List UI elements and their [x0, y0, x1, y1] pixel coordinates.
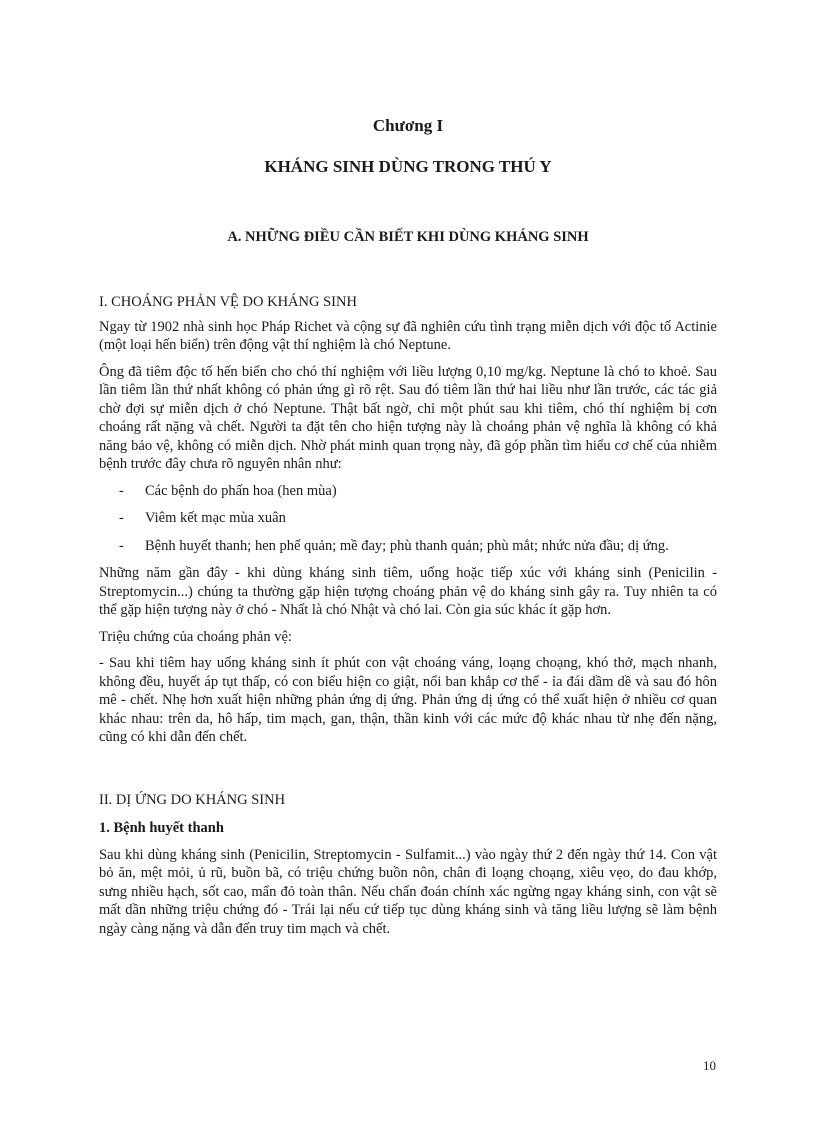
subsection-heading: 1. Bệnh huyết thanh	[99, 820, 224, 836]
chapter-title: KHÁNG SINH DÙNG TRONG THÚ Y	[264, 157, 552, 176]
paragraph: Ngay từ 1902 nhà sinh học Pháp Richet và cộng sự đã nghiên cứu tình trạng miễn dịch với độc tố Actinie (một loại hến biển) trên động vật thí nghiệm là chó Neptune.	[99, 318, 717, 353]
list-item: - Các bệnh do phấn hoa (hen mùa)	[119, 482, 337, 499]
paragraph: Sau khi dùng kháng sinh (Penicilin, Streptomycin - Sulfamit...) vào ngày thứ 2 đến ngày thứ 14. Con vật bỏ ăn, mệt mỏi, ủ rũ, buồn bã, có triệu chứng buồn nôn, chân đi loạng choạng, xiêu vẹo, do đau khớp, sưng nhiều hạch, sốt cao, mẩn đỏ toàn thân. Nếu chẩn đoán chính xác ngừng ngay kháng sinh, con vật sẽ mất dần những triệu chứng đó - Trái lại nếu cứ tiếp tục dùng kháng sinh và tăng liều lượng sẽ làm bệnh ngày càng nặng và dẫn đến truy tim mạch và chết.	[99, 846, 717, 937]
chapter-heading: Chương I	[372, 116, 444, 135]
page-number: 10	[703, 1058, 716, 1073]
section-heading-2: II. DỊ ỨNG DO KHÁNG SINH	[99, 791, 286, 808]
paragraph: Triệu chứng của choáng phản vệ:	[99, 628, 292, 645]
paragraph: Những năm gần đây - khi dùng kháng sinh tiêm, uống hoặc tiếp xúc với kháng sinh (Penicilin - Streptomycin...) chúng ta thường gặp hiện tượng choáng phản vệ do kháng sinh gây ra. Tuy nhiên ta có thể gặp hiện tượng này ở chó - Nhất là chó Nhật và chó lai. Còn gia súc khác ít gặp hơn.	[99, 565, 717, 618]
paragraph: - Sau khi tiêm hay uống kháng sinh ít phút con vật choáng váng, loạng choạng, khó thở, mạch nhanh, không đều, huyết áp tụt thấp, có con biểu hiện co giật, nổi ban khắp cơ thể - ỉa đái dầm dề và sau đó hôn mê - chết. Nhẹ hơn xuất hiện những phản ứng dị ứng. Phản ứng dị ứng có thể xuất hiện ở nhiều cơ quan khác nhau: trên da, hô hấp, tim mạch, gan, thận, thần kinh với các mức độ khác nhau từ nhẹ đến nặng, cũng có khi dẫn đến chết.	[99, 655, 717, 745]
part-subtitle: A. NHỮNG ĐIỀU CẦN BIẾT KHI DÙNG KHÁNG SINH	[227, 229, 589, 245]
bullet-list	[99, 482, 717, 556]
paragraph: Ông đã tiêm độc tố hến biển cho chó thí nghiệm với liều lượng 0,10 mg/kg. Neptune là chó to khoẻ. Sau lần tiêm lần thứ nhất không có phản ứng gì rõ rệt. Sau đó tiêm lần thứ hai liều như lần trước, các tác giả chờ đợi sự miễn dịch ở chó Neptune. Thật bất ngờ, chỉ một phút sau khi tiêm, chó thí nghiệm bị cơn choáng rất nặng và chết. Người ta đặt tên cho hiện tượng này là choáng phản vệ nghĩa là không có khả năng bảo vệ, không có miễn dịch. Nhờ phát minh quan trọng này, đã góp phần tìm hiểu cơ chế của nhiễm bệnh trước đây chưa rõ nguyên nhân như:	[99, 363, 717, 472]
body-text	[99, 293, 717, 946]
section-heading-1: I. CHOÁNG PHẢN VỆ DO KHÁNG SINH	[99, 294, 357, 310]
list-item: - Bệnh huyết thanh; hen phế quản; mề đay; phù thanh quản; phù mắt; nhức nửa đầu; dị ứng.	[119, 537, 669, 554]
list-item: - Viêm kết mạc mùa xuân	[119, 510, 286, 526]
